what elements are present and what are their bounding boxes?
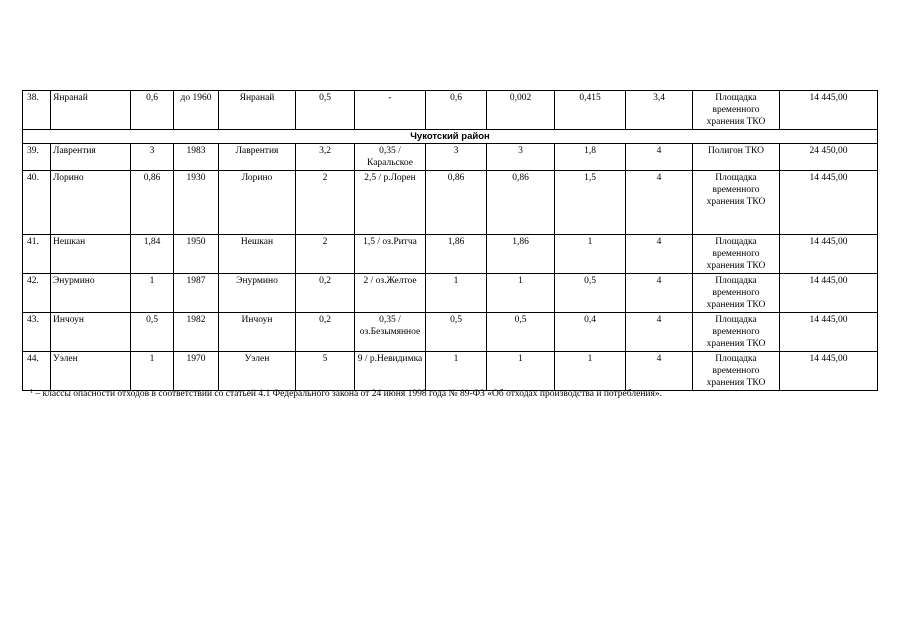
table-cell: 1,86 [487,235,555,274]
district-name: Чукотский район [23,130,878,144]
table-cell: 41. [23,235,51,274]
table-cell: 24 450,00 [780,144,878,171]
footnote-text: – классы опасности отходов в соответствии со статьей 4.1 Федерального закона от 24 июня 1998 года № 89-ФЗ «Об отходах производства и потребления». [33,389,662,399]
table-cell: Янранай [219,91,296,130]
table-cell: 14 445,00 [780,171,878,235]
table-cell: 1 [487,274,555,313]
table-cell: Нешкан [219,235,296,274]
table-cell: 0,5 [296,91,355,130]
table-cell: Уэлен [219,352,296,391]
table-cell: Площадка временного хранения ТКО [693,171,780,235]
table-row [23,171,878,235]
table-cell: Площадка временного хранения ТКО [693,313,780,352]
table-cell: 14 445,00 [780,235,878,274]
table-cell: 1,84 [131,235,174,274]
table-cell: 2 [296,235,355,274]
table-cell: 40. [23,171,51,235]
table-cell: Инчоун [219,313,296,352]
waste-sites-table [22,90,878,391]
table-cell: Лорино [219,171,296,235]
table-cell: Площадка временного хранения ТКО [693,274,780,313]
table-cell: 9 / р.Невидимка [355,352,426,391]
table-cell: Площадка временного хранения ТКО [693,352,780,391]
table-cell: 1970 [174,352,219,391]
table-cell: 0,415 [555,91,626,130]
table-cell: 0,86 [426,171,487,235]
table-cell: 0,86 [131,171,174,235]
table-cell: 38. [23,91,51,130]
table-cell: 2 / оз.Желтое [355,274,426,313]
table-cell: 0,2 [296,274,355,313]
table-cell: Полигон ТКО [693,144,780,171]
table-cell: 0,5 [131,313,174,352]
table-cell: Янранай [51,91,131,130]
table-cell: 0,35 / Каральское [355,144,426,171]
table-cell: Площадка временного хранения ТКО [693,235,780,274]
table-cell: 14 445,00 [780,91,878,130]
table-cell: Инчоун [51,313,131,352]
table-row [23,274,878,313]
table-cell: 0,4 [555,313,626,352]
table-body [23,91,878,391]
table-cell: 1987 [174,274,219,313]
table-cell: - [355,91,426,130]
table-cell: 14 445,00 [780,313,878,352]
table-row [23,352,878,391]
table-cell: 4 [626,235,693,274]
table-cell: 4 [626,313,693,352]
table-cell: Энурмино [219,274,296,313]
table-cell: 42. [23,274,51,313]
table-row [23,91,878,130]
table-cell: 0,6 [426,91,487,130]
table-cell: 1982 [174,313,219,352]
table-row [23,313,878,352]
table-cell: 1 [426,274,487,313]
table-cell: Площадка временного хранения ТКО [693,91,780,130]
table-cell: 1,5 [555,171,626,235]
table-row [23,144,878,171]
table-cell: 14 445,00 [780,352,878,391]
table-cell: 1930 [174,171,219,235]
table-cell: Уэлен [51,352,131,391]
table-cell: 4 [626,352,693,391]
table-cell: 1 [555,235,626,274]
table-cell: 4 [626,144,693,171]
table-cell: 1,5 / оз.Ритча [355,235,426,274]
table-cell: 1,86 [426,235,487,274]
table-cell: 1 [487,352,555,391]
table-cell: 3,2 [296,144,355,171]
table-cell: 0,5 [426,313,487,352]
table-cell: 1 [555,352,626,391]
table-cell: 3 [487,144,555,171]
table-cell: 3 [131,144,174,171]
table-cell: 4 [626,274,693,313]
table-cell: 14 445,00 [780,274,878,313]
table-cell: 0,6 [131,91,174,130]
table-cell: 43. [23,313,51,352]
table-cell: 0,86 [487,171,555,235]
table-cell: 3,4 [626,91,693,130]
table-cell: 2 [296,171,355,235]
table-cell: 2,5 / р.Лорен [355,171,426,235]
table-cell: 1 [131,352,174,391]
table-cell: Нешкан [51,235,131,274]
table-cell: 44. [23,352,51,391]
table-cell: Лаврентия [51,144,131,171]
table-cell: до 1960 [174,91,219,130]
footnote [30,388,880,400]
table-cell: 0,2 [296,313,355,352]
table-cell: 3 [426,144,487,171]
footnote-mark: 1 [30,389,33,395]
table-cell: 1 [426,352,487,391]
table-cell: 4 [626,171,693,235]
table-cell: 0,35 / оз.Безымянное [355,313,426,352]
table-cell: 5 [296,352,355,391]
table-cell: 39. [23,144,51,171]
table-cell: 1 [131,274,174,313]
district-header-row [23,130,878,144]
table-cell: 0,5 [555,274,626,313]
table-cell: Лорино [51,171,131,235]
table-cell: Энурмино [51,274,131,313]
table-cell: 1,8 [555,144,626,171]
table-cell: 1983 [174,144,219,171]
table-row [23,235,878,274]
table-cell: Лаврентия [219,144,296,171]
table-cell: 1950 [174,235,219,274]
table-cell: 0,002 [487,91,555,130]
table-cell: 0,5 [487,313,555,352]
